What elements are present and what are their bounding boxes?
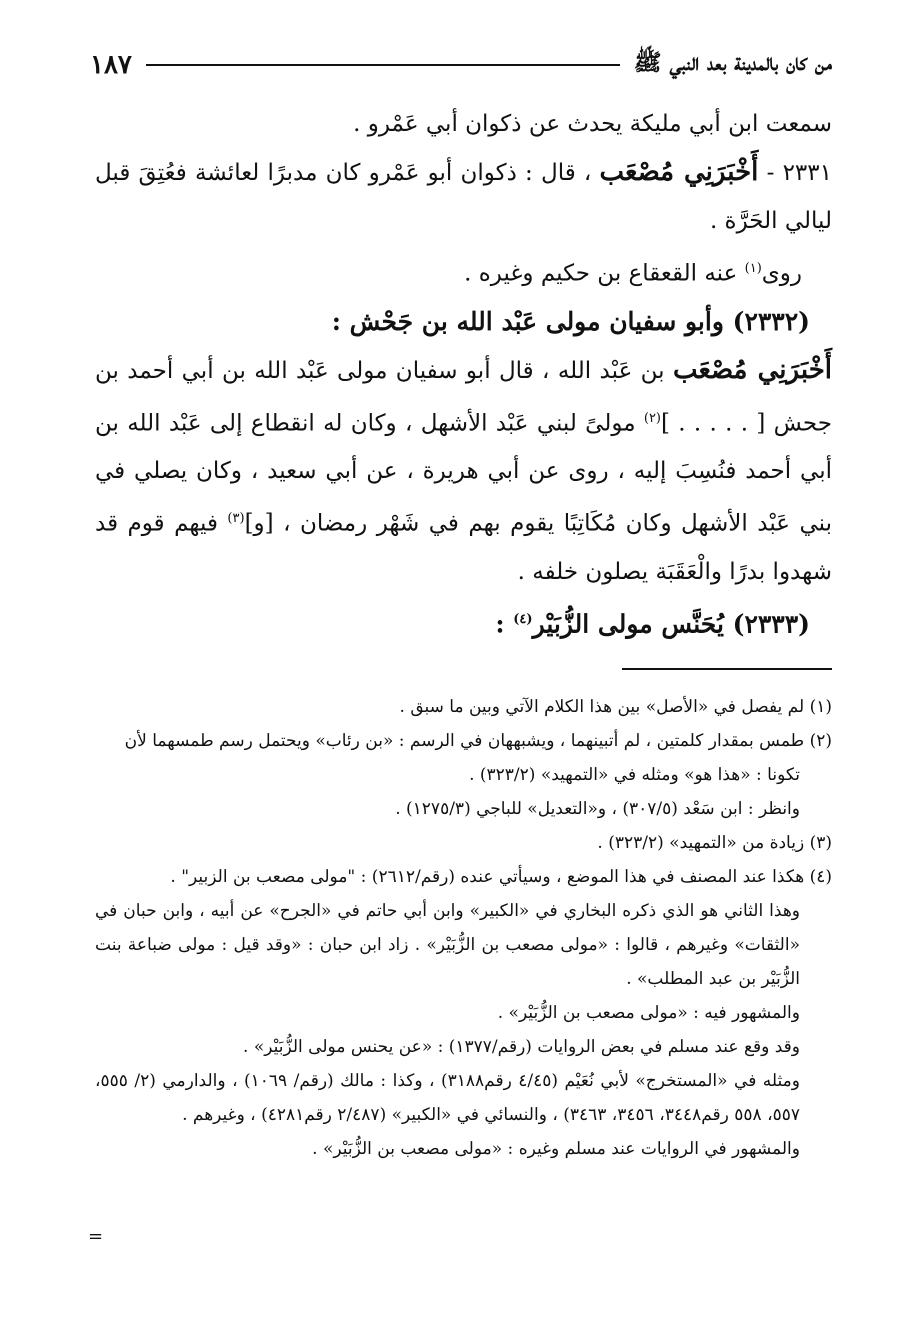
footnote-2-cont: وانظر : ابن سَعْد (٣٠٧/٥) ، و«التعديل» للباجي (١٢٧٥/٣) . bbox=[395, 799, 800, 819]
heading-text: : bbox=[495, 609, 514, 639]
footnote-4-cont: والمشهور فيه : «مولى مصعب بن الزُّبَيْر» . bbox=[497, 1003, 800, 1023]
footnote-2: (٢) طمس بمقدار كلمتين ، لم أتبينهما ، ويشبههان في الرسم : «بن رئاب» ويحتمل رسم طمسهما لأن bbox=[124, 731, 832, 751]
entry-heading-2332: (٢٣٣٢) وأبو سفيان مولى عَبْد الله بن جَحْش : bbox=[331, 306, 810, 336]
footnote-4-cont: وهذا الثاني هو الذي ذكره البخاري في «الكبير» وابن أبي حاتم في «الجرح» عن أبيه ، وابن حبان في «الثقات» وغيرهم ، قالوا : «مولى مصعب بن الزُّبَيْر» . زاد ابن حبان : «وقد قيل : مولى ضباعة بنت الزُّبَيْر بن عبد المطلب» . bbox=[95, 901, 800, 989]
footnote-ref: (٣) bbox=[227, 511, 245, 527]
text-span: عنه القعقاع بن حكيم وغيره . bbox=[464, 260, 745, 287]
text-span: روى bbox=[761, 260, 802, 287]
footnote-4-cont: وقد وقع عند مسلم في بعض الروايات (رقم/١٣٧٧) : «عن يحنس مولى الزُّبَيْر» . bbox=[243, 1037, 800, 1057]
page-number: ١٨٧ bbox=[90, 50, 132, 80]
main-text bbox=[95, 100, 832, 648]
entry-2332-text bbox=[95, 346, 832, 596]
footnote-ref: (٢) bbox=[643, 410, 661, 426]
page-header bbox=[90, 40, 832, 90]
entry-text: ، قال : ذكوان أبو عَمْرو كان مدبرًا لعائشة فعُتِقَ قبل ليالي الحَرَّة . bbox=[95, 160, 832, 234]
text-span: مولىً لبني عَبْد الأشهل ، وكان له انقطاع إلى عَبْد الله بن أبي أحمد فنُسِبَ إليه ، روى عن أبي هريرة ، عن أبي سعيد ، وكان يصلي في بني عَبْد الأشهل وكان مُكَاتِبًا يقوم بهم في شَهْر رمضان ، [و] bbox=[95, 410, 832, 537]
entry-2331 bbox=[95, 148, 832, 245]
footnote-1: (١) لم يفصل في «الأصل» بين هذا الكلام الآتي وبين ما سبق . bbox=[399, 697, 832, 717]
footnote-separator bbox=[622, 668, 832, 670]
footnotes bbox=[95, 690, 832, 1166]
footnote-4-cont: ومثله في «المستخرج» لأبي نُعَيْم (٤/٤٥ رقم٣١٨٨) ، وكذا : مالك (رقم/ ١٠٦٩) ، والدارمي (٢/ ٥٥٥، ٥٥٧، ٥٥٨ رقم٣٤٤٨، ٣٤٥٦، ٣٤٦٣) ، والنسائي في «الكبير» (٢/٤٨٧ رقم٤٢٨١) ، وغيرهم . bbox=[95, 1071, 800, 1125]
footnote-2-cont: تكونا : «هذا هو» ومثله في «التمهيد» (٣٢٣/٢) . bbox=[469, 765, 800, 785]
entry-number: ٢٣٣١ - bbox=[758, 160, 832, 186]
paragraph bbox=[95, 100, 832, 148]
narrator-lead: أَخْبَرَنِي مُصْعَب bbox=[599, 157, 759, 187]
narrator-lead: أَخْبَرَنِي مُصْعَب bbox=[672, 354, 832, 385]
entry-heading-2333 bbox=[95, 596, 832, 648]
heading-text: (٢٣٣٣) يُحَنَّس مولى الزُّبَيْر bbox=[532, 609, 810, 639]
footnote-4-cont: والمشهور في الروايات عند مسلم وغيره : «مولى مصعب بن الزُّبَيْر» . bbox=[312, 1139, 800, 1159]
paragraph bbox=[95, 245, 832, 298]
footnote-3: (٣) زيادة من «التمهيد» (٣٢٣/٢) . bbox=[597, 833, 832, 853]
footnote-ref: (١) bbox=[744, 261, 762, 276]
footnote-ref: (٤) bbox=[513, 611, 533, 627]
footnote-4: (٤) هكذا عند المصنف في هذا الموضع ، وسيأتي عنده (رقم/٢٦١٢) : "مولى مصعب بن الزبير" . bbox=[170, 867, 832, 887]
running-title: من كان بالمدينة بعد النبي ﷺ bbox=[633, 49, 832, 76]
text-line: سمعت ابن أبي مليكة يحدث عن ذكوان أبي عَمْرو . bbox=[353, 111, 832, 137]
text-span: فيهم قوم قد شهدوا بدرًا والْعَقَبَة يصلون خلفه . bbox=[95, 510, 832, 585]
header-rule bbox=[146, 64, 620, 66]
margin-mark: = bbox=[88, 1226, 104, 1247]
text-span: بن عَبْد الله ، قال أبو سفيان مولى عَبْد الله بن أبي أحمد بن جحش [ . . . . . ] bbox=[95, 357, 832, 437]
